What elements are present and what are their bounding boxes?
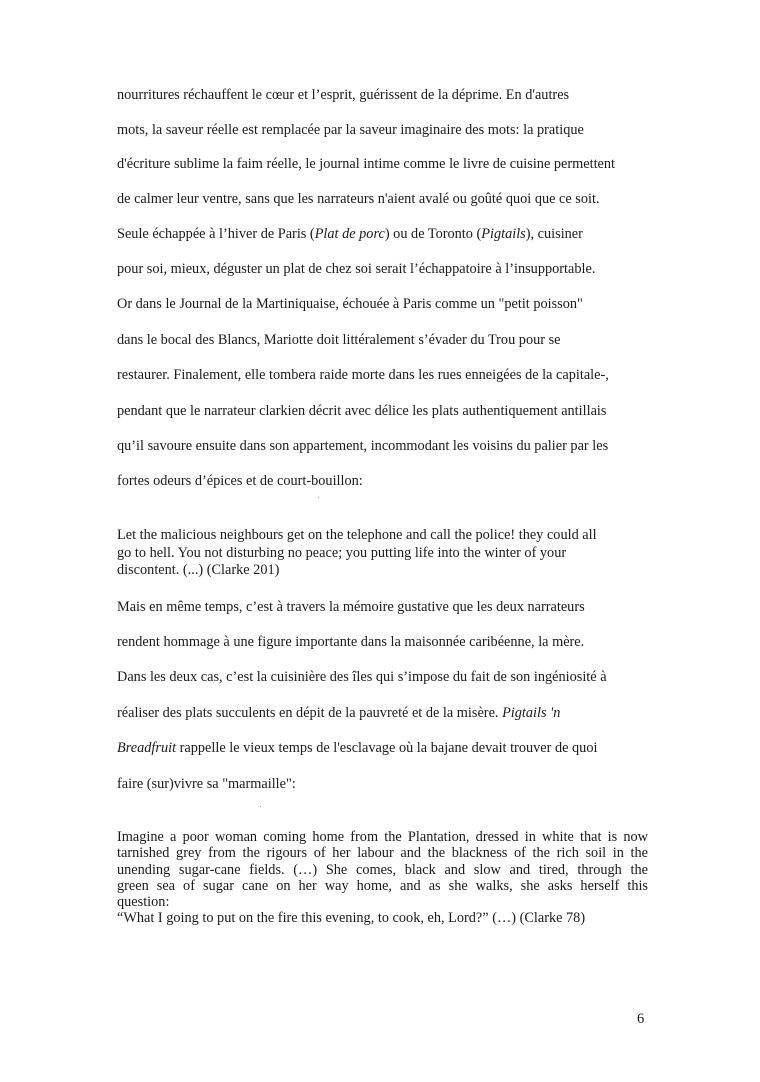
quote-line: “What I going to put on the fire this evening, to cook, eh, Lord?” (…) (Clarke 78) — [117, 910, 586, 927]
quote-line: discontent. (...) (Clarke 201) — [117, 562, 280, 578]
page-number: 6 — [637, 1011, 645, 1027]
text-line: nourritures réchauffent le cœur et l’esprit, guérissent de la déprime. En d'autres — [117, 87, 570, 103]
text-run: rappelle le vieux temps de l'esclavage où la bajane devait trouver de quoi — [176, 740, 598, 756]
text-line — [117, 704, 560, 722]
quote-line: green sea of sugar cane on her way home, and as she walks, she asks herself this — [117, 877, 648, 894]
text-line: rendent hommage à une figure importante dans la maisonnée caribéenne, la mère. — [117, 634, 585, 650]
book-title-breadfruit: Breadfruit — [117, 740, 177, 756]
text-line: pendant que le narrateur clarkien décrit avec délice les plats authentiquement antillais — [117, 403, 607, 419]
text-line: restaurer. Finalement, elle tombera raide morte dans les rues enneigées de la capitale-, — [117, 367, 609, 383]
text-line: de calmer leur ventre, sans que les narrateurs n'aient avalé ou goûté quoi que ce soit. — [117, 191, 600, 207]
quote-line: question: — [117, 894, 170, 911]
text-line: Dans les deux cas, c’est la cuisinière des îles qui s’impose du fait de son ingéniosité à — [117, 669, 607, 685]
quote-line: go to hell. You not disturbing no peace; you putting life into the winter of your — [117, 544, 567, 561]
text-line: pour soi, mieux, déguster un plat de chez soi serait l’échappatoire à l’insupportable. — [117, 261, 596, 277]
text-line: mots, la saveur réelle est remplacée par la saveur imaginaire des mots: la pratique — [117, 122, 584, 138]
text-line — [117, 739, 597, 757]
text-line: Mais en même temps, c’est à travers la mémoire gustative que les deux narrateurs — [117, 599, 585, 615]
text-line: dans le bocal des Blancs, Mariotte doit littéralement s’évader du Trou pour se — [117, 332, 561, 348]
quote-line: Imagine a poor woman coming home from the Plantation, dressed in white that is now — [117, 829, 648, 845]
text-run: ), cuisiner — [525, 226, 583, 242]
text-line: Or dans le Journal de la Martiniquaise, échouée à Paris comme un "petit poisson" — [117, 296, 583, 312]
book-title-plat-de-porc: Plat de porc — [314, 226, 385, 242]
text-line: qu’il savoure ensuite dans son appartement, incommodant les voisins du palier par les — [117, 438, 609, 454]
text-run: Seule échappée à l’hiver de Paris ( — [117, 226, 315, 242]
text-line — [117, 225, 583, 243]
scan-speck — [260, 806, 261, 807]
text-line: fortes odeurs d’épices et de court-bouillon: — [117, 473, 363, 489]
text-line: faire (sur)vivre sa "marmaille": — [117, 776, 296, 792]
text-run: ) ou de Toronto ( — [384, 226, 482, 242]
text-run: réaliser des plats succulents en dépit de la pauvreté et de la misère. — [117, 705, 503, 721]
text-line: d'écriture sublime la faim réelle, le journal intime comme le livre de cuisine permettent — [117, 156, 616, 172]
scan-speck — [318, 497, 319, 498]
block-quote-2 — [117, 829, 648, 927]
block-quote-1 — [117, 527, 597, 580]
book-title-pigtails: Pigtails — [481, 226, 526, 242]
quote-line: tarnished grey from the rigours of her labour and the blackness of the rich soil in the — [117, 845, 648, 862]
quote-line: Let the malicious neighbours get on the telephone and call the police! they could all — [117, 527, 597, 543]
book-title-pigtails-n: Pigtails 'n — [502, 705, 561, 721]
quote-line: unending sugar-cane fields. (…) She comes, black and slow and tired, through the — [117, 861, 648, 878]
